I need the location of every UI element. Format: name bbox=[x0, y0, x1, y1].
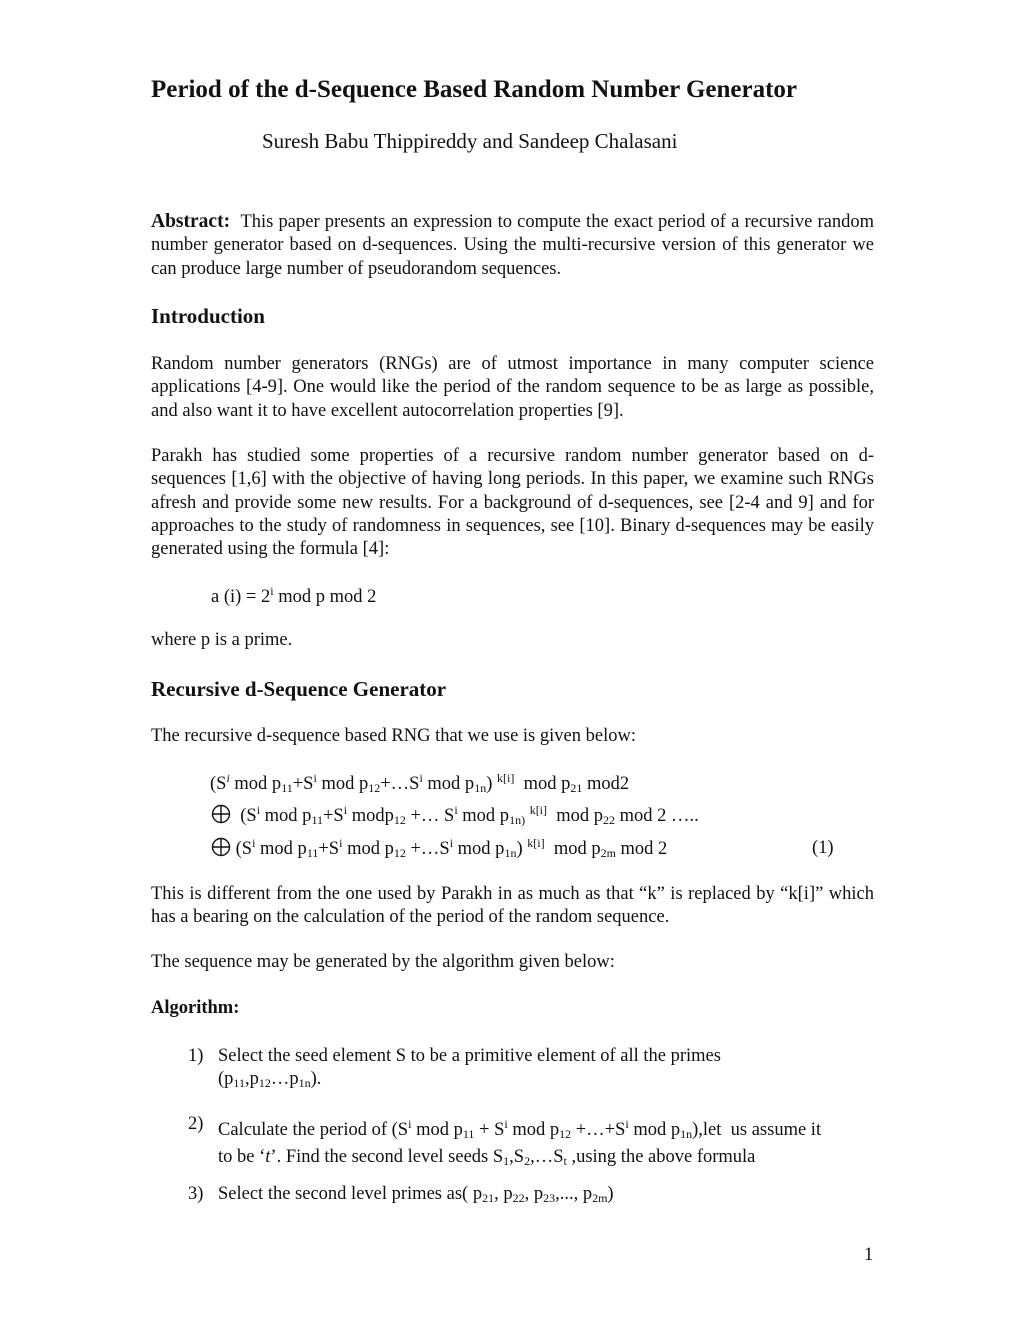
abstract-label: Abstract: bbox=[151, 211, 231, 232]
xor-icon bbox=[211, 837, 231, 857]
recursive-paragraph-2: The sequence may be generated by the algorithm given below: bbox=[151, 952, 615, 972]
introduction-heading: Introduction bbox=[151, 304, 265, 328]
recursive-intro: The recursive d-sequence based RNG that we use is given below: bbox=[151, 726, 636, 746]
where-text: where p is a prime. bbox=[151, 630, 293, 650]
algorithm-label: Algorithm: bbox=[151, 998, 240, 1018]
authors: Suresh Babu Thippireddy and Sandeep Chalasani bbox=[262, 129, 678, 153]
algorithm-step-2: 2) Calculate the period of ($S^i$ mod $p_{11} + S^i$ mod $p_{12}$ $+\dots+S^i$ mod $p_{1n}),let$ us assume it to be ‘t’. Find the second level seeds $S_1,S_2,\dots S_t$ ,using the above formula bbox=[188, 1114, 822, 1169]
intro-paragraph-1: Random number generators (RNGs) are of utmost importance in many computer science applications [4-9]. One would like the period of the random sequence to be as large as possible, and also want it to have excellent autocorrelation properties [9]. bbox=[151, 354, 874, 421]
recursive-paragraph-1: This is different from the one used by Parakh in as much as that “k” is replaced by “k[i]” which has a bearing on the calculation of the period of the random sequence. bbox=[151, 884, 874, 928]
equation-line-1: ($S^i$ mod $p_{11}+S^i$ mod $p_{12}+\dots S^i$ mod $p_{1n}$) $^{k[i]}$ mod $p_{21}$ mod2 bbox=[210, 771, 630, 795]
equation-line-3: ($S^i$ mod $p_{11}+S^i$ mod $p_{12}$ $+\dots S^i$ mod $p_{1n}$) $^{k[i]}$ mod $p_{2m}$ mod 2 bbox=[211, 836, 667, 861]
dsequence-formula: a $(i) = 2^i$ mod p mod 2 bbox=[211, 584, 377, 607]
equation-number: (1) bbox=[812, 838, 834, 858]
intro-paragraph-2: Parakh has studied some properties of a recursive random number generator based on d-sequences [1,6] with the objective of having long periods. In this paper, we examine such RNGs afresh and provide some new results. For a background of d-sequences, see [2-4 and 9] and for approaches to the study of randomness in sequences, see [10]. Binary d-sequences may be easily generated using the formula [4]: bbox=[151, 446, 874, 560]
xor-icon bbox=[211, 804, 231, 824]
page-number: 1 bbox=[864, 1245, 874, 1265]
recursive-heading: Recursive d-Sequence Generator bbox=[151, 677, 447, 701]
algorithm-step-3: 3) Select the second level primes as( $p_{21}$, $p_{22}$, $p_{23}$,..., $p_{2m}$) bbox=[188, 1184, 614, 1205]
equation-line-2: ($S^i$ mod $p_{11}+S^i$ modp$_{12}$ +… $S^i$ mod $p_{1n)}$ $^{k[i]}$ mod $p_{22}$ mod 2 ….. bbox=[211, 803, 699, 828]
paper-title: Period of the d-Sequence Based Random Number Generator bbox=[151, 76, 798, 103]
abstract-text: This paper presents an expression to compute the exact period of a recursive random number generator based on d-sequences. Using the multi-recursive version of this generator we can produce large number of pseudorandom sequences. bbox=[151, 212, 875, 279]
algorithm-step-1: 1) Select the seed element S to be a primitive element of all the primes $(p_{11},p_{12}\dots p_{1n})$. bbox=[188, 1046, 721, 1091]
abstract bbox=[151, 210, 874, 281]
